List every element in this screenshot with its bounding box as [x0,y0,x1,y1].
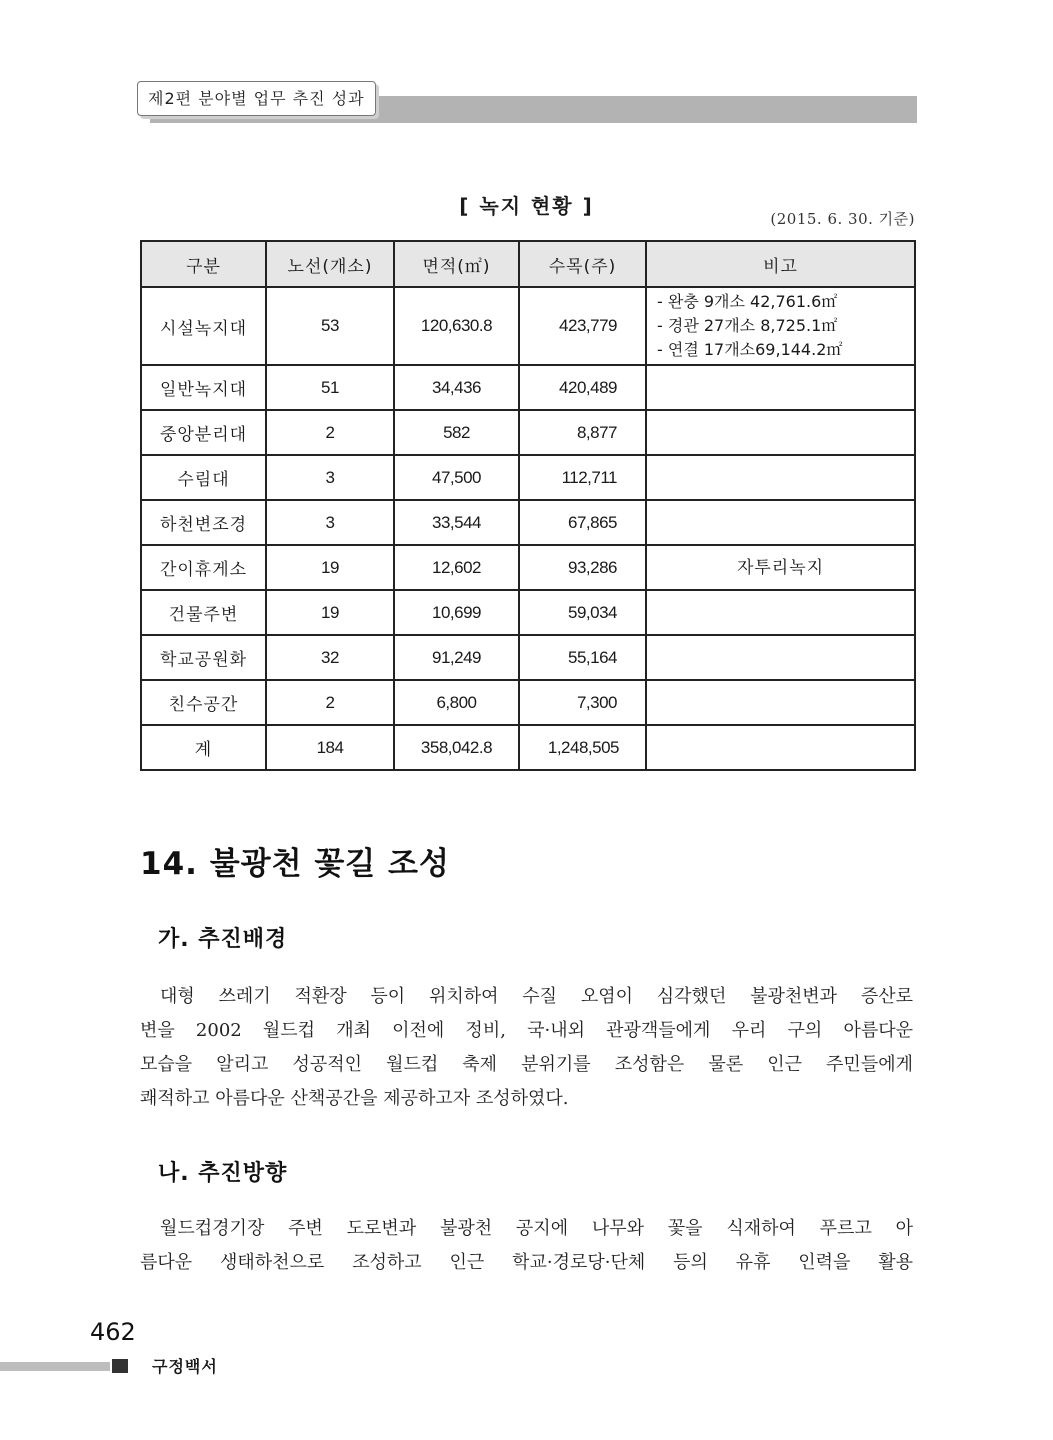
table-title: [ 녹지 현황 ] [459,194,594,218]
direction-paragraph [140,1212,913,1280]
table-row [141,287,915,365]
row-trees: 55,164 [519,635,646,680]
column-header: 수목(주) [519,241,646,287]
table-row [141,410,915,455]
row-note [646,410,915,455]
row-category: 하천변조경 [141,500,266,545]
row-routes: 53 [266,287,394,365]
row-area: 12,602 [394,545,519,590]
row-trees: 1,248,505 [519,725,646,770]
row-note [646,365,915,410]
row-note [646,680,915,725]
table-row [141,365,915,410]
column-header: 노선(개소) [266,241,394,287]
row-trees: 420,489 [519,365,646,410]
section-title: 14. 불광천 꽃길 조성 [140,846,450,882]
row-trees: 8,877 [519,410,646,455]
row-note [646,590,915,635]
paragraph-line: 변을 2002 월드컵 개최 이전에 정비, 국·내외 관광객들에게 우리 구의 아름다운 [140,1020,913,1041]
table-row [141,635,915,680]
row-area: 33,544 [394,500,519,545]
note-line: - 완충 9개소 42,761.6㎡ [657,292,838,311]
row-trees: 67,865 [519,500,646,545]
row-category: 시설녹지대 [141,287,266,365]
row-area: 10,699 [394,590,519,635]
row-routes: 2 [266,410,394,455]
row-routes: 19 [266,545,394,590]
row-area: 91,249 [394,635,519,680]
row-notes [646,287,915,365]
paragraph-line: 대형 쓰레기 적환장 등이 위치하여 수질 오염이 심각했던 불광천변과 증산로 [160,986,913,1007]
row-trees: 7,300 [519,680,646,725]
row-note: 자투리녹지 [646,545,915,590]
table-header-row [141,241,915,287]
column-header: 면적(㎡) [394,241,519,287]
row-category: 중앙분리대 [141,410,266,455]
row-routes: 19 [266,590,394,635]
row-category: 건물주변 [141,590,266,635]
footer-square [112,1359,128,1373]
table-row [141,545,915,590]
row-category: 친수공간 [141,680,266,725]
row-routes: 51 [266,365,394,410]
subsection-title-background: 가. 추진배경 [158,927,288,952]
row-routes: 184 [266,725,394,770]
row-area: 34,436 [394,365,519,410]
row-note [646,635,915,680]
background-paragraph [140,980,913,1116]
row-note [646,500,915,545]
row-routes: 3 [266,455,394,500]
table-row [141,500,915,545]
row-category: 수림대 [141,455,266,500]
row-routes: 2 [266,680,394,725]
footer-bar [0,1362,110,1371]
row-area: 358,042.8 [394,725,519,770]
table-date-note: (2015. 6. 30. 기준) [770,210,915,228]
row-trees: 59,034 [519,590,646,635]
row-note [646,455,915,500]
row-area: 582 [394,410,519,455]
row-note [646,725,915,770]
table-row [141,680,915,725]
book-title: 구정백서 [152,1357,218,1376]
note-line: - 연결 17개소69,144.2㎡ [657,340,843,359]
paragraph-line: 름다운 생태하천으로 조성하고 인근 학교·경로당·단체 등의 유휴 인력을 활용 [140,1252,913,1273]
page-number: 462 [90,1318,136,1346]
row-area: 6,800 [394,680,519,725]
subsection-title-direction: 나. 추진방향 [158,1161,288,1186]
row-category: 간이휴게소 [141,545,266,590]
row-category: 일반녹지대 [141,365,266,410]
row-area: 120,630.8 [394,287,519,365]
row-trees: 423,779 [519,287,646,365]
row-trees: 112,711 [519,455,646,500]
table-row [141,590,915,635]
row-routes: 3 [266,500,394,545]
row-area: 47,500 [394,455,519,500]
green-area-table [140,240,916,771]
paragraph-line: 쾌적하고 아름다운 산책공간을 제공하고자 조성하였다. [140,1088,569,1109]
row-category: 학교공원화 [141,635,266,680]
column-header: 비고 [646,241,915,287]
row-category: 계 [141,725,266,770]
chapter-label: 제2편 분야별 업무 추진 성과 [137,81,376,116]
row-trees: 93,286 [519,545,646,590]
column-header: 구분 [141,241,266,287]
note-line: - 경관 27개소 8,725.1㎡ [657,316,838,335]
table-total-row [141,725,915,770]
table-row [141,455,915,500]
row-routes: 32 [266,635,394,680]
paragraph-line: 월드컵경기장 주변 도로변과 불광천 공지에 나무와 꽃을 식재하여 푸르고 아 [160,1218,913,1239]
paragraph-line: 모습을 알리고 성공적인 월드컵 축제 분위기를 조성함은 물론 인근 주민들에게 [140,1054,913,1075]
